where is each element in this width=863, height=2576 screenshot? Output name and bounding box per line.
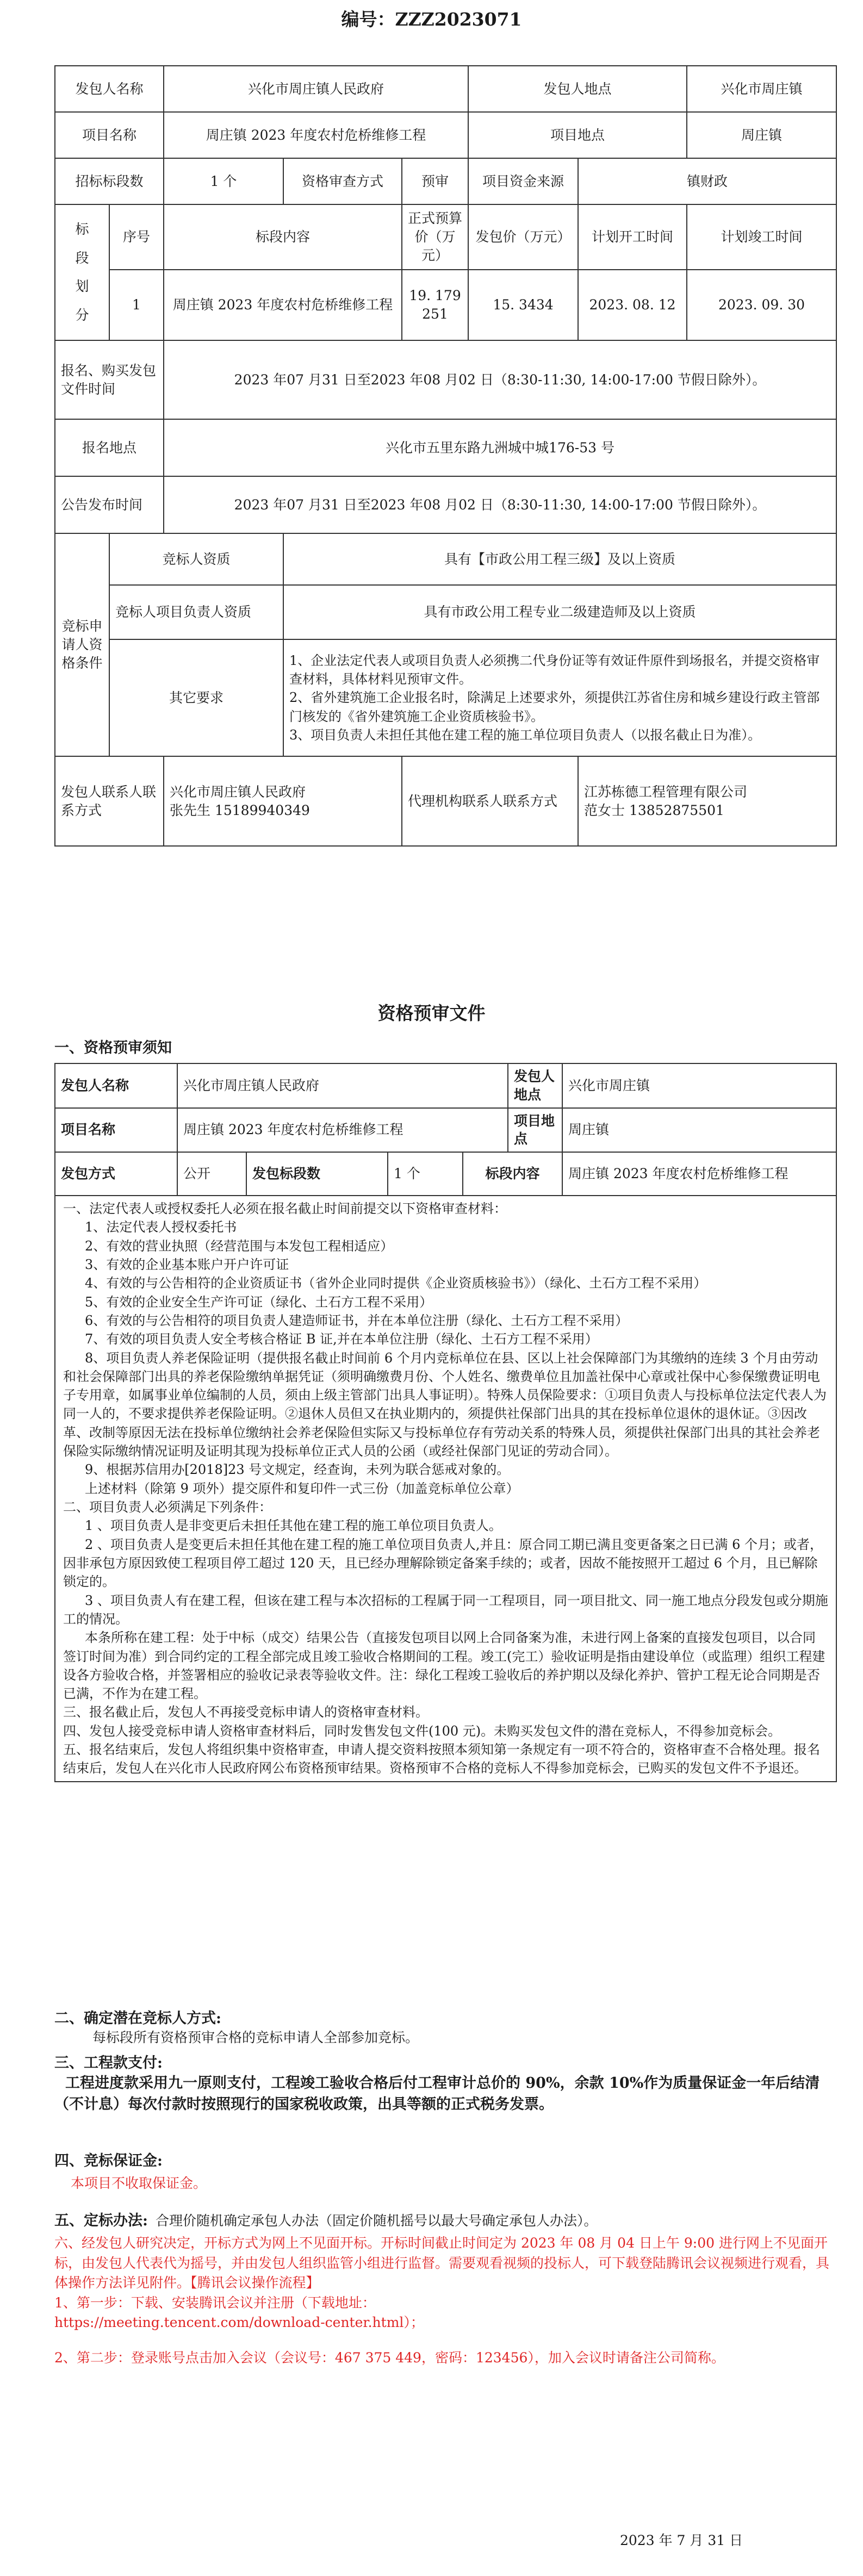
section-2-title: 二、确定潜在竞标人方式: [54,2010,221,2027]
section-3-text: 工程进度款采用九一原则支付，工程竣工验收合格后付工程审计总价的 90%，余款 10%作为质量保证金一年后结清（不计息）每次付款时按照现行的国家税收政策，出具等额的正式税务发票。 [54,2075,820,2113]
lots-value: 1 个 [164,158,283,204]
contact-label: 发包人联系人联系方式 [55,756,164,846]
prequal-lot-value: 周庄镇 2023 年度农村危桥维修工程 [562,1152,836,1196]
col-content: 标段内容 [164,204,402,270]
section-4-text: 本项目不收取保证金。 [71,2175,207,2191]
prequal-issuer-value: 兴化市周庄镇人民政府 [177,1063,508,1108]
prequal-project-value: 周庄镇 2023 年度农村危桥维修工程 [177,1108,508,1153]
prequal-title: 资格预审文件 [377,1003,486,1024]
publish-time-value: 2023 年07 月31 日至2023 年08 月02 日（8:30-11:30, 14:00-17:00 节假日除外）。 [164,476,836,533]
issuer-value: 兴化市周庄镇人民政府 [164,66,468,112]
prequal-lots-label: 发包标段数 [246,1152,388,1196]
publish-time-label: 公告发布时间 [55,476,164,533]
signup-place-label: 报名地点 [55,419,164,476]
contact-value: 兴化市周庄镇人民政府 张先生 15189940349 [164,756,402,846]
row-start: 2023. 08. 12 [578,270,687,340]
section-3-title: 三、工程款支付: [54,2055,163,2071]
agent-value: 江苏栋德工程管理有限公司 范女士 13852875501 [578,756,836,846]
prequal-body: 一、法定代表人或授权委托人必须在报名截止时间前提交以下资格审查材料： 1、法定代表人授权委托书 2、有效的营业执照（经营范围与本发包工程相适应） 3、有效的企业基本账户开户许可证 4、有效的与公告相符的企业资质证书（省外企业同时提供《企业资质核验书》）（绿化、土石方工程不采用） 5、有效的企业安全生产许可证（绿化、土石方工程不采用） 6、有效的与公告相符的项目负责人建造师证书，并在本单位注册（绿化、土石方工程不采用） 7、有效的项目负责人安全考核合格证 B 证,并在本单位注册（绿化、土石方工程不采用） 8、项目负责人养老保险证明（提供报名截止时间前 6 个月内竞标单位在县、区以上社会保障部门为其缴纳的连续 3 个月由劳动和社会保障部门出具的养老保险缴纳单据凭证（须明确缴费月份、个人姓名、缴费单位且加盖社保中心章或社保中心参保缴费证明电子专用章，如属事业单位编制的人员，须由上级主管部门出具人事证明）。特殊人员保险要求：①项目负责人与投标单位法定代表人为同一人的，不要求提供养老保险证明。②退休人员但又在执业期内的，须提供社保部门出具的其在投标单位退休的退休证。③因改革、改制等原因无法在投标单位缴纳社会养老保险但实际又与投标单位存有劳动关系的特殊人员，须提供社保部门出具的其社会养老保险实际缴纳情况证明及证明其现为投标单位正式人员的公函（或经社保部门见证的劳动合同）。 9、根据苏信用办[2018]23 号文规定，经查询，未列为联合惩戒对象的。 上述材料（除第 9 项外）提交原件和复印件一式三份（加盖竞标单位公章） 二、项目负责人必须满足下列条件： 1 、项目负责人是非变更后未担任其他在建工程的施工单位项目负责人。 2 、项目负责人是变更后未担任其他在建工程的施工单位项目负责人,并且：原合同工期已满且变更备案之日已满 6 个月；或者，因非承包方原因致使工程项目停工超过 120 天，且已经办理解除锁定备案手续的；或者，因故不能按照开工超过 6 个月，且已解除锁定的。 3 、项目负责人有在建工程，但该在建工程与本次招标的工程属于同一工程项目，同一项目批文、同一施工地点分段发包或分期施工的情况。 本条所称在建工程：处于中标（成交）结果公告（直接发包项目以网上合同备案为准，未进行网上备案的直接发包项目，以合同签订时间为准）到合同约定的工程全部完成且竣工验收合格期间的工程。竣工(完工）验收证明是指由建设单位（或监理）组织工程建设各方验收合格，并签署相应的验收记录表等验收文件。注：绿化工程竣工验收后的养护期以及绿化养护、管护工程无论合同期是否已满，不作为在建工程。 三、报名截止后，发包人不再接受竞标申请人的资格审查材料。 四、发包人接受竞标申请人资格审查材料后，同时发售发包文件(100 元)。未购买发包文件的潜在竞标人，不得参加竞标会。 五、报名结束后，发包人将组织集中资格审查，申请人提交资料按照本须知第一条规定有一项不符合的，资格审查不合格处理。报名结束后，发包人在兴化市人民政府网公布资格预审结果。资格预审不合格的竞标人不得参加竞标会，已购买的发包文件不予退还。 [55,1196,836,1782]
section-6-step-2: 2、第二步：登录账号点击加入会议（会议号：467 375 449，密码：123456），加入会议时请备注公司简称。 [54,2349,725,2366]
row-price: 15. 3434 [468,270,578,340]
division-label: 标 段 划 分 [55,204,109,340]
cond-pm-label: 竞标人项目负责人资质 [109,585,283,639]
section-5: 五、定标办法: 合理价随机确定承包人办法（固定价随机摇号以最大号确定承包人办法）。 [54,2212,598,2229]
project-value: 周庄镇 2023 年度农村危桥维修工程 [164,112,468,158]
cond-qualification-value: 具有【市政公用工程三级】及以上资质 [283,533,836,585]
issuer-location-value: 兴化市周庄镇 [687,66,836,112]
col-start: 计划开工时间 [578,204,687,270]
prequal-lot-label: 标段内容 [463,1152,562,1196]
conditions-label: 竞标申请人资格条件 [55,533,109,756]
prequal-project-label: 项目名称 [55,1108,177,1153]
fund-label: 项目资金来源 [468,158,578,204]
prequal-mode-value: 公开 [177,1152,246,1196]
row-no: 1 [109,270,164,340]
section-6-step-1: 1、第一步：下载、安装腾讯会议并注册（下载地址： [54,2294,376,2311]
prequal-issuer-location-value: 兴化市周庄镇 [562,1063,836,1108]
row-end: 2023. 09. 30 [687,270,836,340]
row-content: 周庄镇 2023 年度农村危桥维修工程 [164,270,402,340]
notice-table [54,65,837,847]
section-6-step-1-url: https://meeting.tencent.com/download-center.html）； [54,2314,424,2330]
cond-other-value: 1、企业法定代表人或项目负责人必须携二代身份证等有效证件原件到场报名，并提交资格审查材料，具体材料见预审文件。 2、省外建筑施工企业报名时，除满足上述要求外，须提供江苏省住房和城乡建设行政主管部门核发的《省外建筑施工企业资质核验书》。 3、项目负责人未担任其他在建工程的施工单位项目负责人（以报名截止日为准）。 [283,639,836,756]
prequal-project-location-label: 项目地点 [508,1108,562,1153]
issuer-label: 发包人名称 [55,66,164,112]
col-budget: 正式预算价（万元） [402,204,468,270]
project-location-label: 项目地点 [468,112,687,158]
review-label: 资格审查方式 [283,158,402,204]
lots-label: 招标标段数 [55,158,164,204]
cond-other-label: 其它要求 [109,639,283,756]
cond-qualification-label: 竞标人资质 [109,533,283,585]
prequal-section-1: 一、资格预审须知 [54,1040,172,1056]
issuer-location-label: 发包人地点 [468,66,687,112]
section-6-text: 六、经发包人研究决定，开标方式为网上不见面开标。开标时间截止时间定为 2023 年 08 月 04 日上午 9:00 进行网上不见面开标，由发包人代表代为摇号，并由发包人组织监管小组进行监督。需要观看视频的投标人，可下载登陆腾讯会议视频进行观看，具体操作方法详见附件。【腾讯会议操作流程】 [54,2235,830,2291]
signup-time-value: 2023 年07 月31 日至2023 年08 月02 日（8:30-11:30, 14:00-17:00 节假日除外）。 [164,340,836,419]
document-serial: 编号：ZZZ2023071 [341,9,522,30]
signup-time-label: 报名、购买发包文件时间 [55,340,164,419]
document-date: 2023 年 7 月 31 日 [620,2533,743,2548]
fund-value: 镇财政 [578,158,836,204]
prequal-table [54,1063,837,1782]
col-price: 发包价（万元） [468,204,578,270]
prequal-project-location-value: 周庄镇 [562,1108,836,1153]
cond-pm-value: 具有市政公用工程专业二级建造师及以上资质 [283,585,836,639]
col-end: 计划竣工时间 [687,204,836,270]
review-value: 预审 [402,158,468,204]
project-label: 项目名称 [55,112,164,158]
row-budget: 19. 179251 [402,270,468,340]
prequal-lots-value: 1 个 [388,1152,463,1196]
section-4-title: 四、竞标保证金: [54,2152,163,2169]
signup-place-value: 兴化市五里东路九洲城中城176-53 号 [164,419,836,476]
prequal-issuer-label: 发包人名称 [55,1063,177,1108]
project-location-value: 周庄镇 [687,112,836,158]
prequal-issuer-location-label: 发包人地点 [508,1063,562,1108]
col-no: 序号 [109,204,164,270]
section-6 [54,2233,836,2368]
section-2-text: 每标段所有资格预审合格的竞标申请人全部参加竞标。 [92,2030,419,2045]
agent-label: 代理机构联系人联系方式 [402,756,578,846]
prequal-mode-label: 发包方式 [55,1152,177,1196]
